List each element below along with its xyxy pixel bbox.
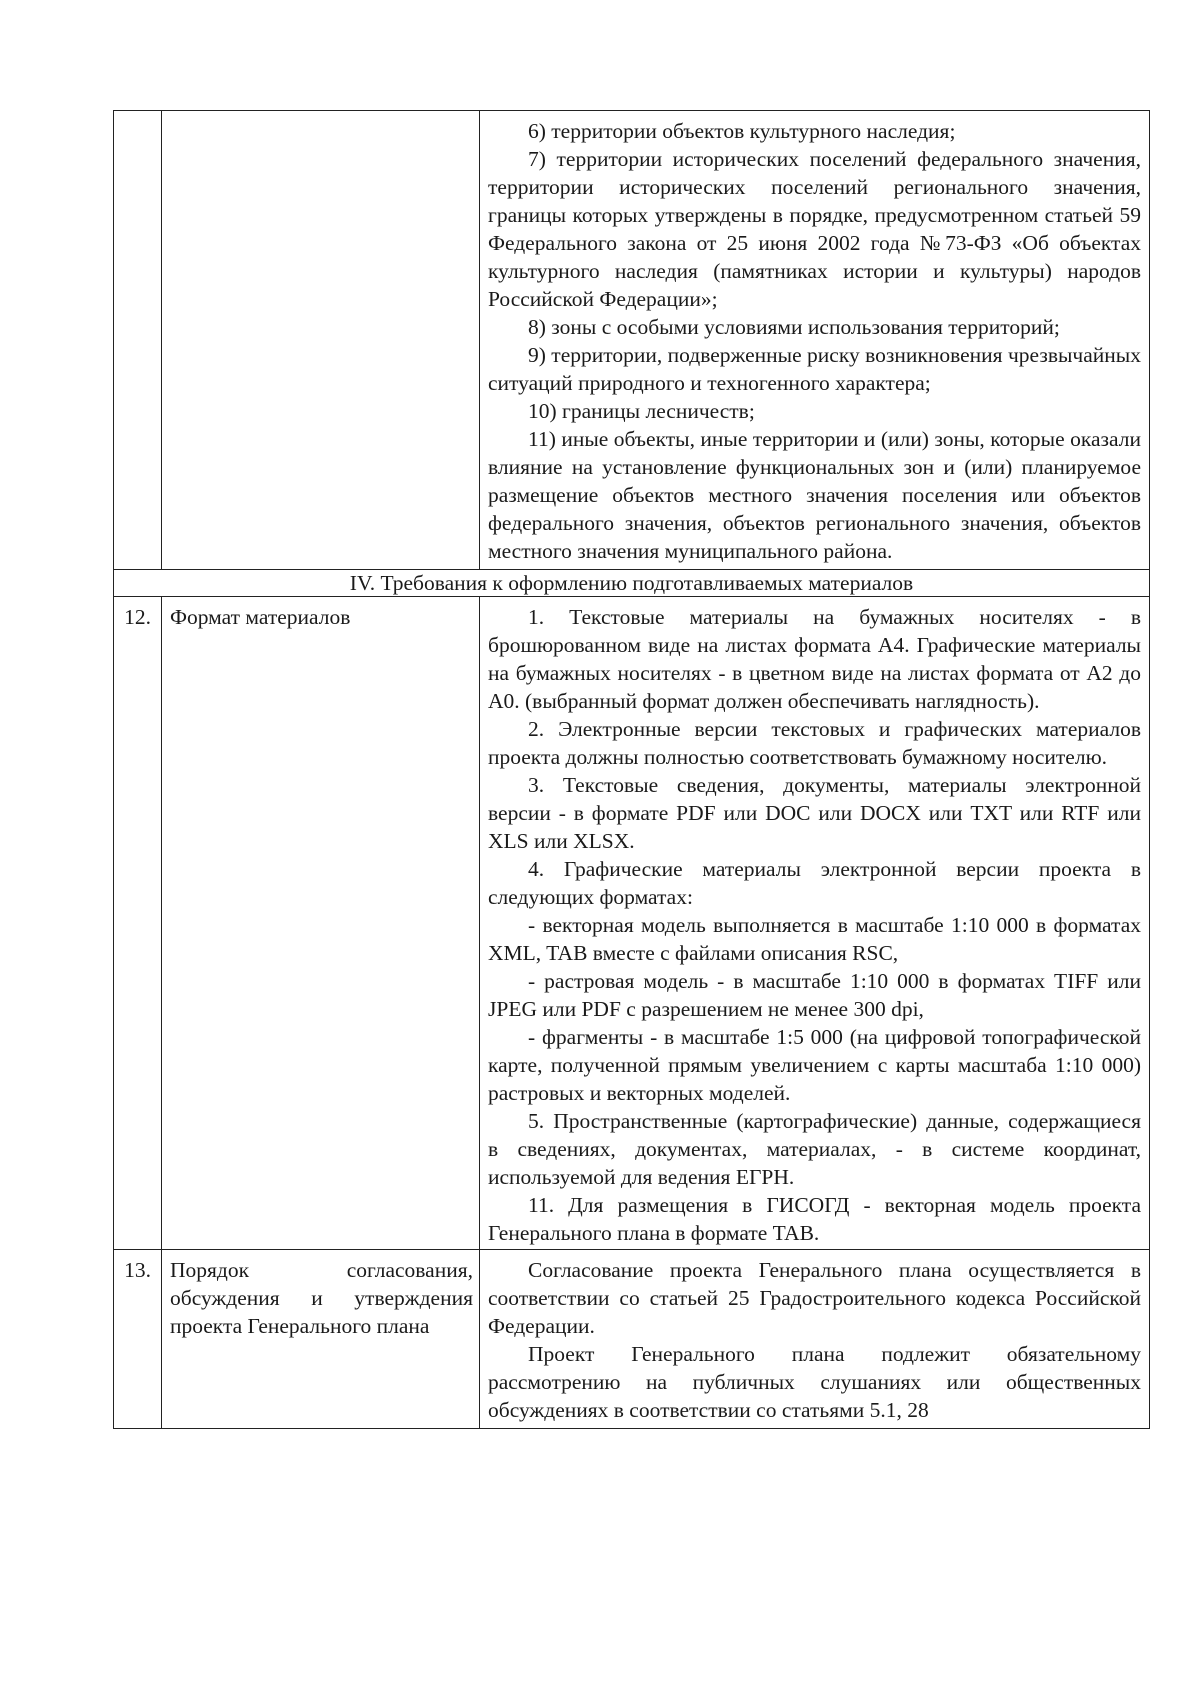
row-label-text: Формат материалов: [170, 605, 351, 629]
row-content-cell: [480, 111, 1149, 569]
list-item: 5. Пространственные (картографические) данные, содержащиеся в сведениях, документах, материалах, - в системе координат, используемой для ведения ЕГРН.: [488, 1109, 1141, 1189]
list-item: 4. Графические материалы электронной версии проекта в следующих форматах:: [488, 857, 1141, 909]
list-item: 6) территории объектов культурного наследия;: [528, 119, 956, 143]
list-item: 8) зоны с особыми условиями использования территорий;: [528, 315, 1060, 339]
row-content-cell: [480, 597, 1149, 1249]
section-header-row: [113, 569, 1150, 596]
list-item: Согласование проекта Генерального плана осуществляется в соответствии со статьей 25 Градостроительного кодекса Российской Федерации.: [488, 1258, 1141, 1338]
list-item: 2. Электронные версии текстовых и графических материалов проекта должны полностью соответствовать бумажному носителю.: [488, 717, 1141, 769]
list-item: 11. Для размещения в ГИСОГД - векторная модель проекта Генерального плана в формате TAB.: [488, 1193, 1141, 1245]
list-item: 9) территории, подверженные риску возникновения чрезвычайных ситуаций природного и техногенного характера;: [488, 343, 1141, 395]
list-item: - фрагменты - в масштабе 1:5 000 (на цифровой топографической карте, полученной прямым увеличением с карты масштаба 1:10 000) растровых и векторных моделей.: [488, 1025, 1141, 1105]
list-item: 1. Текстовые материалы на бумажных носителях - в брошюрованном виде на листах формата А4. Графические материалы на бумажных носителях - в цветном виде на листах формата от А2 до А0. (выбранный формат должен обеспечивать наглядность).: [488, 605, 1141, 713]
list-item: - векторная модель выполняется в масштабе 1:10 000 в форматах XML, TAB вместе с файлами описания RSC,: [488, 913, 1141, 965]
list-item: 3. Текстовые сведения, документы, материалы электронной версии - в формате PDF или DOC или DOCX или TXT или RTF или XLS или XLSX.: [488, 773, 1141, 853]
row-number: 13.: [114, 1250, 162, 1428]
list-item: Проект Генерального плана подлежит обязательному рассмотрению на публичных слушаниях или общественных обсуждениях в соответствии со статьями 5.1, 28: [488, 1342, 1141, 1422]
row-label: [162, 1250, 480, 1428]
table-row-13: [113, 1249, 1150, 1429]
list-item: 11) иные объекты, иные территории и (или) зоны, которые оказали влияние на установление функциональных зон и (или) планируемое размещение объектов местного значения поселения или объектов федерального значения, объектов регионального значения, объектов местного значения муниципального района.: [488, 427, 1141, 563]
list-item: 7) территории исторических поселений федерального значения, территории исторических поселений регионального значения, границы которых утверждены в порядке, предусмотренном статьей 59 Федерального закона от 25 июня 2002 года №73-ФЗ «Об объектах культурного наследия (памятниках истории и культуры) народов Российской Федерации»;: [488, 147, 1141, 311]
row-label: [162, 597, 480, 1249]
row-number: 12.: [114, 597, 162, 1249]
table-row-continuation: [113, 110, 1150, 569]
list-item: 10) границы лесничеств;: [528, 399, 755, 423]
section-title: IV. Требования к оформлению подготавливаемых материалов: [349, 571, 914, 595]
row-label-cell: [162, 111, 480, 569]
row-label-text: Порядок согласования, обсуждения и утверждения проекта Генерального плана: [170, 1258, 473, 1338]
row-content-cell: [480, 1250, 1149, 1428]
table-row-12: [113, 596, 1150, 1249]
list-item: - растровая модель - в масштабе 1:10 000 в форматах TIFF или JPEG или PDF с разрешением не менее 300 dpi,: [488, 969, 1141, 1021]
requirements-table: [113, 110, 1150, 1429]
row-number-cell: [114, 111, 162, 569]
